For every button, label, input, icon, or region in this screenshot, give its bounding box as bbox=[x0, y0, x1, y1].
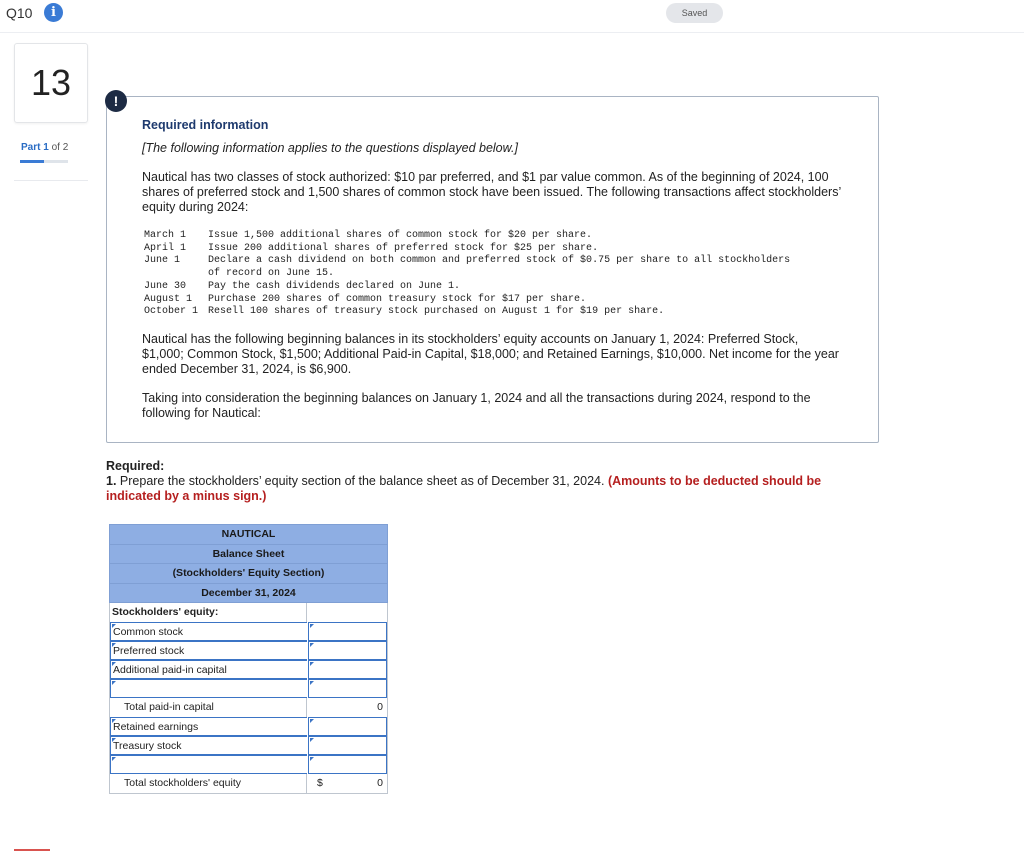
table-row bbox=[110, 622, 387, 641]
equity-heading: Stockholders' equity: bbox=[110, 603, 307, 622]
dropdown-flag-icon bbox=[112, 719, 116, 723]
total-equity-label: Total stockholders' equity bbox=[110, 774, 307, 793]
required-information-title: Required information bbox=[142, 118, 269, 132]
statement-name: Balance Sheet bbox=[110, 545, 387, 565]
transaction-date: October 1 bbox=[144, 306, 199, 318]
question-number: Q10 bbox=[6, 5, 33, 21]
statement-date: December 31, 2024 bbox=[110, 584, 387, 604]
empty-cell bbox=[307, 603, 387, 622]
transaction-date: August 1 bbox=[144, 293, 193, 305]
transaction-row bbox=[144, 243, 794, 256]
account-select-treasury[interactable] bbox=[110, 736, 307, 755]
input-flag-icon bbox=[310, 624, 314, 628]
total-equity-value: 0 bbox=[377, 777, 383, 790]
table-row bbox=[110, 698, 387, 717]
input-flag-icon bbox=[310, 662, 314, 666]
table-row bbox=[110, 736, 387, 755]
required-title: Required: bbox=[106, 459, 165, 473]
amount-input-retained[interactable] bbox=[308, 717, 387, 736]
saved-status-badge: Saved bbox=[666, 3, 723, 23]
table-row bbox=[110, 660, 387, 679]
account-select-preferred[interactable] bbox=[110, 641, 307, 660]
total-paid-in-label: Total paid-in capital bbox=[110, 698, 307, 717]
transaction-date: June 1 bbox=[144, 255, 181, 267]
account-select-retained[interactable] bbox=[110, 717, 307, 736]
input-flag-icon bbox=[310, 738, 314, 742]
total-paid-in-value: 0 bbox=[377, 701, 383, 714]
part-progress-fill bbox=[20, 160, 44, 163]
account-label: Retained earnings bbox=[113, 721, 199, 734]
transaction-desc: of record on June 15. bbox=[208, 268, 335, 280]
account-label: Preferred stock bbox=[113, 645, 185, 658]
dropdown-flag-icon bbox=[112, 757, 116, 761]
amount-input-common[interactable] bbox=[308, 622, 387, 641]
transaction-desc: Declare a cash dividend on both common and preferred stock of $0.75 per share to all stockholders bbox=[208, 255, 791, 267]
dropdown-flag-icon bbox=[112, 738, 116, 742]
dropdown-flag-icon bbox=[112, 624, 116, 628]
part-indicator[interactable] bbox=[21, 142, 68, 153]
transaction-desc: Pay the cash dividends declared on June 1. bbox=[208, 280, 461, 292]
header-divider bbox=[0, 32, 1024, 33]
balance-sheet-body bbox=[109, 603, 388, 794]
table-row bbox=[110, 603, 387, 622]
amount-input-preferred[interactable] bbox=[308, 641, 387, 660]
company-name: NAUTICAL bbox=[110, 525, 387, 545]
account-select-blank-1[interactable] bbox=[110, 679, 307, 698]
part-word: Part bbox=[21, 142, 41, 153]
beginning-balances-paragraph: Nautical has the following beginning balances in its stockholders’ equity accounts on January 1, 2024: Preferred Stock, $1,000; Common Stock, $1,500; Additional Paid-in Capital, $18,000; and Retained Earnings, $10,000. Net income for the year ended December 31, 2024, is $6,900. bbox=[142, 332, 839, 376]
transaction-row bbox=[144, 255, 794, 268]
transactions-table bbox=[144, 230, 794, 319]
part-current: 1 bbox=[43, 142, 49, 153]
part-progress-bar bbox=[20, 160, 68, 163]
input-flag-icon bbox=[310, 643, 314, 647]
account-label: Common stock bbox=[113, 626, 184, 639]
transaction-desc: Purchase 200 shares of common treasury stock for $17 per share. bbox=[208, 293, 587, 305]
question-points-box: 13 bbox=[14, 43, 88, 123]
transaction-desc: Issue 1,500 additional shares of common stock for $20 per share. bbox=[208, 230, 593, 241]
dropdown-flag-icon bbox=[112, 643, 116, 647]
instruction-paragraph: Taking into consideration the beginning balances on January 1, 2024 and all the transactions during 2024, respond to the following for Nautical: bbox=[142, 391, 811, 420]
input-flag-icon bbox=[310, 719, 314, 723]
account-label: Additional paid-in capital bbox=[113, 664, 227, 677]
transaction-date: June 30 bbox=[144, 280, 187, 292]
transaction-date: March 1 bbox=[144, 230, 187, 241]
input-flag-icon bbox=[310, 681, 314, 685]
account-select-common[interactable] bbox=[110, 622, 307, 641]
table-row bbox=[110, 774, 387, 793]
part-total: of 2 bbox=[51, 142, 69, 153]
input-flag-icon bbox=[310, 757, 314, 761]
account-label: Treasury stock bbox=[113, 740, 182, 753]
intro-paragraph: Nautical has two classes of stock authorized: $10 par preferred, and $1 par value common. As of the beginning of 2024, 100 shares of preferred stock and 1,500 shares of common stock have been issued. The following transactions affect stockholders’ equity during 2024: bbox=[142, 170, 841, 214]
total-equity-cell bbox=[307, 774, 387, 793]
dropdown-flag-icon bbox=[112, 681, 116, 685]
transaction-row bbox=[144, 294, 794, 307]
table-row bbox=[110, 717, 387, 736]
applies-note: [The following information applies to the questions displayed below.] bbox=[142, 141, 518, 155]
balance-sheet-table bbox=[109, 524, 388, 794]
transaction-date bbox=[144, 268, 208, 281]
transaction-date: April 1 bbox=[144, 242, 187, 254]
account-select-blank-2[interactable] bbox=[110, 755, 307, 774]
table-row bbox=[110, 679, 387, 698]
account-select-apic[interactable] bbox=[110, 660, 307, 679]
transaction-row bbox=[144, 230, 794, 243]
amount-input-apic[interactable] bbox=[308, 660, 387, 679]
transaction-row bbox=[144, 306, 794, 319]
item-number: 1. bbox=[106, 474, 117, 488]
left-panel-divider bbox=[14, 180, 88, 181]
currency-symbol: $ bbox=[317, 777, 323, 790]
alert-icon: ! bbox=[105, 90, 127, 112]
bottom-accent-mark bbox=[14, 849, 50, 851]
section-name: (Stockholders' Equity Section) bbox=[110, 564, 387, 584]
item-text: Prepare the stockholders’ equity section of the balance sheet as of December 31, 2024. bbox=[116, 474, 608, 488]
table-row bbox=[110, 641, 387, 660]
item-note: (Amounts to be deducted should be indicated by a minus sign.) bbox=[106, 474, 822, 503]
amount-input-blank-2[interactable] bbox=[308, 755, 387, 774]
table-row bbox=[110, 755, 387, 774]
info-icon[interactable]: i bbox=[44, 3, 63, 22]
dropdown-flag-icon bbox=[112, 662, 116, 666]
transaction-row bbox=[144, 281, 794, 294]
transaction-desc: Issue 200 additional shares of preferred stock for $25 per share. bbox=[208, 242, 599, 254]
transaction-row bbox=[144, 268, 794, 281]
amount-input-treasury[interactable] bbox=[308, 736, 387, 755]
amount-input-blank-1[interactable] bbox=[308, 679, 387, 698]
balance-sheet-header bbox=[109, 524, 388, 603]
transaction-desc: Resell 100 shares of treasury stock purchased on August 1 for $19 per share. bbox=[208, 306, 665, 318]
required-item-1 bbox=[106, 474, 866, 504]
